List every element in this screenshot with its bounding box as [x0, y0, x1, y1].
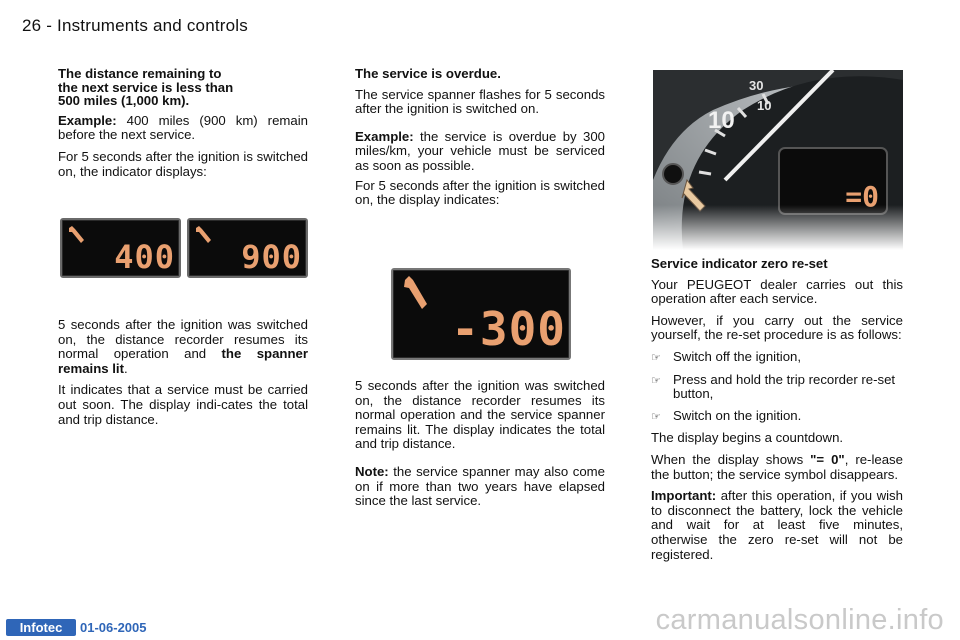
paragraph: However, if you carry out the service yourself, the re-set procedure is as follows: [651, 312, 903, 343]
example-text: the service is overdue by 300 miles/km, your vehicle must be serviced as soon as possible. [355, 128, 605, 173]
heading-line: The distance remaining to [58, 66, 222, 81]
instrument-cluster-graphic [653, 70, 903, 250]
paragraph: For 5 seconds after the ignition is switched on, the indicator displays: [58, 148, 308, 179]
column-service-overdue [355, 67, 605, 215]
column-zero-reset [651, 257, 903, 569]
bold-text: the spanner remains lit [58, 346, 309, 376]
paragraph: It indicates that a service must be carried out soon. The display indi-cates the total and trip distance. [58, 382, 308, 427]
list-item-text: Switch off the ignition, [673, 348, 802, 364]
section-heading: The service is overdue. [355, 66, 501, 81]
spanner-icon [193, 224, 215, 246]
note-label: Note: [355, 463, 389, 479]
pointing-hand-icon: ☞ [651, 410, 661, 423]
example-text: 400 miles (900 km) remain before the next service. [58, 112, 308, 143]
spanner-icon [66, 224, 88, 246]
list-item-text: Switch on the ignition. [673, 407, 802, 423]
list-item-text: Press and hold the trip recorder re-set button, [673, 371, 896, 402]
column-distance-remaining-lower [58, 318, 308, 434]
lcd-display-minus-300 [391, 268, 571, 360]
paragraph: Your PEUGEOT dealer carries out this operation after each service. [651, 276, 903, 307]
list-item [651, 409, 903, 425]
paragraph: 5 seconds after the ignition was switched on, the distance recorder resumes its normal operation and the service spanner remains lit. The display indicates the total and trip distance. [355, 378, 605, 452]
important-label: Important: [651, 488, 717, 504]
list-item [651, 350, 903, 366]
column-service-overdue-lower [355, 379, 605, 516]
lcd-digits: -300 [451, 302, 566, 356]
text: When the display shows [651, 451, 811, 467]
text: . [123, 360, 128, 376]
spanner-icon [399, 274, 433, 314]
bold-text: "= 0" [810, 451, 845, 467]
text: , re-lease the button; the service symbol disappears. [651, 451, 903, 482]
paragraph [58, 318, 308, 376]
note-paragraph [355, 465, 605, 509]
footer-date: 01-06-2005 [80, 620, 147, 635]
heading-line: 500 miles (1,000 km). [58, 93, 190, 109]
text: 5 seconds after the ignition was switched on, the distance recorder resumes its normal operation and [58, 317, 308, 362]
important-paragraph [651, 489, 903, 562]
column-distance-remaining [58, 67, 308, 186]
watermark: carmanualsonline.info [655, 604, 944, 636]
lcd-digits: 400 [114, 238, 175, 276]
section-heading [58, 67, 308, 108]
important-text: after this operation, if you wish to disconnect the battery, lock the vehicle and wait for at least five minutes, otherwise the zero re-set will not be registered. [651, 488, 903, 562]
pointing-hand-icon: ☞ [651, 374, 661, 387]
note-text: the service spanner may also come on if more than two years have elapsed since the last service. [355, 463, 605, 509]
lcd-digits: 900 [241, 238, 302, 276]
example-paragraph [58, 114, 308, 143]
instrument-cluster-photo [653, 70, 903, 250]
section-heading: Service indicator zero re-set [651, 256, 828, 271]
list-item [651, 373, 903, 402]
pointing-hand-icon: ☞ [651, 351, 661, 364]
lcd-display-900 [187, 218, 308, 278]
example-label: Example: [58, 112, 117, 128]
paragraph: For 5 seconds after the ignition is switched on, the display indicates: [355, 177, 605, 208]
paragraph [651, 453, 903, 482]
page-title: 26 - Instruments and controls [22, 16, 248, 35]
lcd-display-400 [60, 218, 181, 278]
paragraph: The service spanner flashes for 5 seconds after the ignition is switched on. [355, 86, 605, 117]
heading-line: the next service is less than [58, 79, 234, 95]
example-label: Example: [355, 128, 414, 144]
example-paragraph [355, 130, 605, 174]
infotec-logo: Infotec [6, 619, 76, 636]
paragraph: The display begins a countdown. [651, 430, 844, 446]
